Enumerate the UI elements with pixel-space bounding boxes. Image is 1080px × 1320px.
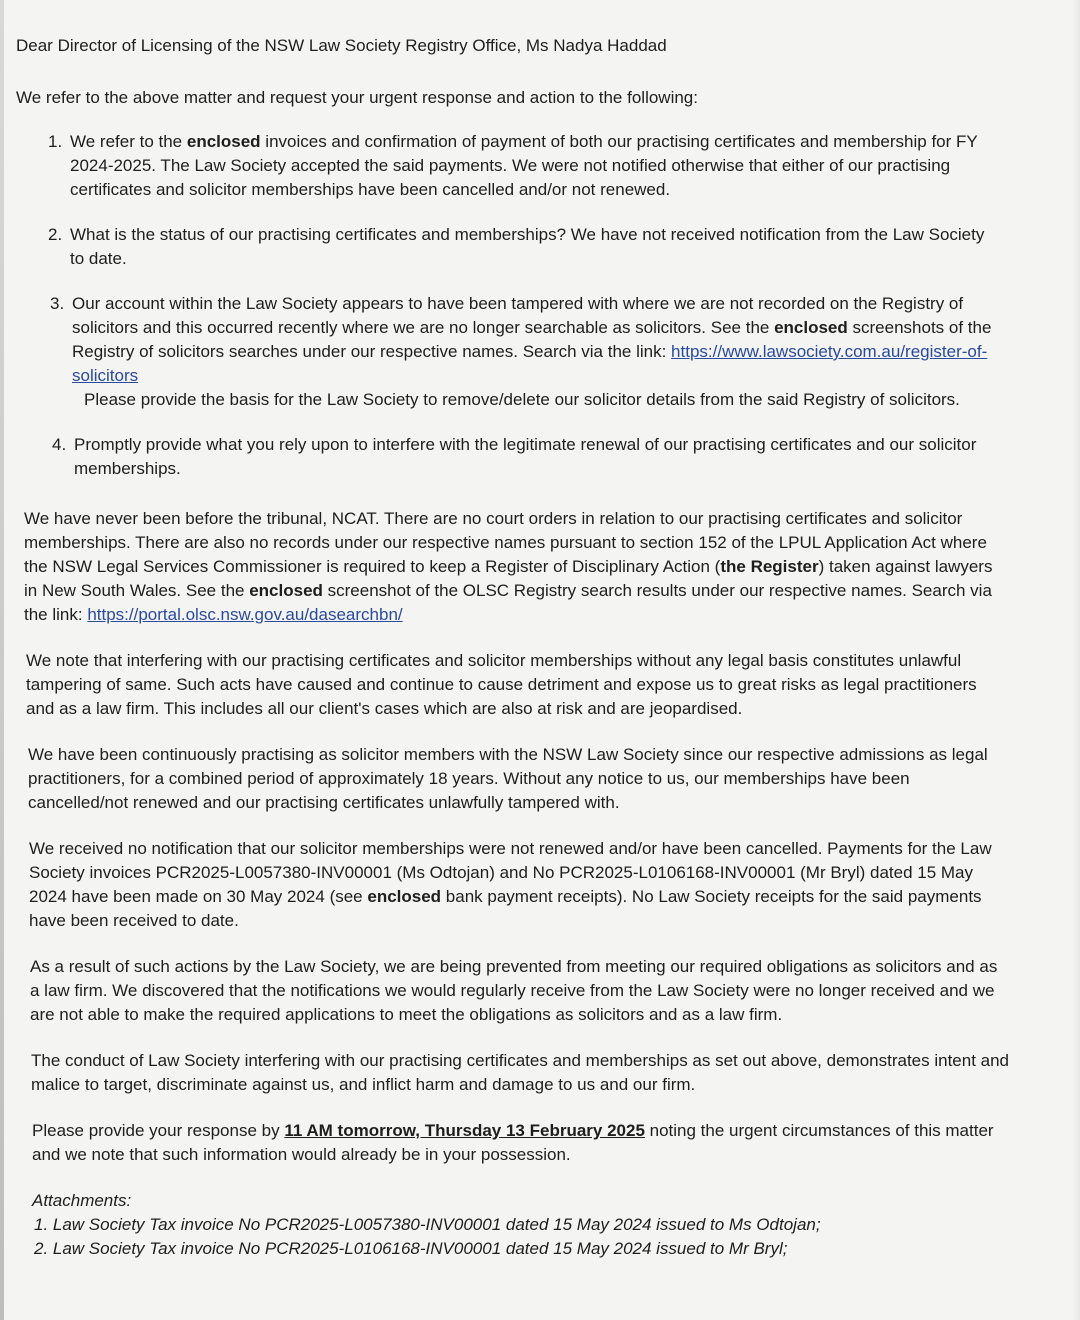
list-line: certificates and solicitor memberships have been cancelled and/or not renewed. [70,180,671,199]
para-line: have been received to date. [29,911,239,930]
text-span: the NSW Legal Services Commissioner is required to keep a Register of Disciplinary Action ( [24,557,721,576]
para-line: memberships. There are also no records under our respective names pursuant to section 152 of the LPUL Application Act where [24,533,987,552]
para-line: and as a law firm. This includes all our client's cases which are also at risk and are jeopardised. [26,699,743,718]
text-span: in New South Wales. See the [24,581,250,600]
text-span: 2024 have been made on 30 May 2024 (see [29,887,368,906]
attachments-heading: Attachments: [32,1191,132,1210]
para-line [32,1119,1080,1143]
text-span: screenshots of the [847,318,992,337]
list-line: What is the status of our practising certificates and memberships? We have not received notification from the Law Society [70,225,985,244]
para-line: practitioners, for a combined period of approximately 18 years. Without any notice to us, our memberships have been [28,769,910,788]
para-line: a law firm. We discovered that the notifications we would regularly receive from the Law Society were no longer received and we [30,981,995,1000]
para-line: and we note that such information would already be in your possession. [32,1145,571,1164]
text-span: Registry of solicitors searches under our respective names. Search via the link: [72,342,672,361]
paragraph-deadline [16,1119,1080,1167]
list-line [72,340,1080,364]
deadline-text: 11 AM tomorrow, Thursday 13 February 2025 [284,1121,645,1140]
bold-text: enclosed [774,318,848,337]
para-line [24,579,1080,603]
bold-text: enclosed [367,887,442,906]
list-line [72,364,1080,388]
para-line: The conduct of Law Society interfering with our practising certificates and memberships as set out above, demonstrates intent and [31,1051,1010,1070]
paragraph-obligations [16,955,1080,1027]
text-span: ) taken against lawyers [818,557,993,576]
list-number: 3. [50,294,65,313]
text-span: screenshot of the OLSC Registry search results under our respective names. Search via [322,581,992,600]
list-line: Please provide the basis for the Law Society to remove/delete our solicitor details from the said Registry of solicitors. [84,390,960,409]
para-line: We note that interfering with our practising certificates and solicitor memberships without any legal basis constitutes unlawful [26,651,962,670]
intro-paragraph: We refer to the above matter and request your urgent response and action to the following: [16,88,698,107]
attachment-item: 1. Law Society Tax invoice No PCR2025-L0057380-INV00001 dated 15 May 2024 issued to Ms Odtojan; [34,1215,821,1234]
paragraph-conduct [16,1049,1080,1097]
para-line: We received no notification that our solicitor memberships were not renewed and/or have been cancelled. Payments for the Law [29,839,992,858]
paragraph-invoices [16,837,1080,933]
list-line: 2024-2025. The Law Society accepted the said payments. We were not notified otherwise that either of our practising [70,156,951,175]
attachments-section [16,1189,1080,1261]
bold-text: enclosed [249,581,323,600]
para-line [24,555,1080,579]
para-line: malice to target, discriminate against us, and inflict harm and damage to us and our firm. [31,1075,696,1094]
attachment-item: 2. Law Society Tax invoice No PCR2025-L0106168-INV00001 dated 15 May 2024 issued to Mr Bryl; [34,1239,788,1258]
list-line [72,316,1080,340]
para-line: tampering of same. Such acts have caused and continue to cause detriment and expose us to great risks as legal practitioners [26,675,977,694]
para-line: As a result of such actions by the Law Society, we are being prevented from meeting our required obligations as solicitors and as [30,957,998,976]
para-line [29,885,1080,909]
list-item [16,433,1080,481]
list-line: memberships. [74,459,181,478]
para-line: cancelled/not renewed and our practising certificates unlawfully tampered with. [28,793,620,812]
salutation: Dear Director of Licensing of the NSW Law Society Registry Office, Ms Nadya Haddad [16,36,667,55]
list-line: to date. [70,249,127,268]
paragraph-practising [16,743,1080,815]
lawsociety-register-link-cont[interactable]: solicitors [72,366,139,385]
list-item [16,223,1080,271]
list-line: Promptly provide what you rely upon to interfere with the legitimate renewal of our practising certificates and our solicitor [74,435,977,454]
text-span: noting the urgent circumstances of this matter [644,1121,994,1140]
text-span: bank payment receipts). No Law Society receipts for the said payments [441,887,982,906]
para-line: are not able to make the required applications to meet the obligations as solicitors and as a law firm. [30,1005,783,1024]
list-number: 4. [52,435,67,454]
bold-text: enclosed [186,132,261,151]
para-line: We have been continuously practising as solicitor members with the NSW Law Society since our respective admissions as legal [28,745,988,764]
text-span: invoices and confirmation of payment of both our practising certificates and membership for FY [260,132,978,151]
bold-text: the Register [720,557,819,576]
text-span: We refer to the [70,132,187,151]
para-line [24,603,1080,627]
list-item [16,130,1080,202]
list-item [16,292,1080,412]
list-line: Our account within the Law Society appears to have been tampered with where we are not recorded on the Registry of [72,294,964,313]
list-number: 1. [48,132,63,151]
paragraph-tampering [16,649,1080,721]
lawsociety-register-link[interactable]: https://www.lawsociety.com.au/register-of- [671,342,988,361]
request-list [16,130,1080,481]
olsc-search-link[interactable]: https://portal.olsc.nsw.gov.au/dasearchbn/ [87,605,403,624]
para-line: Society invoices PCR2025-L0057380-INV00001 (Ms Odtojan) and No PCR2025-L0106168-INV00001 (Mr Bryl) dated 15 May [29,863,974,882]
list-line [70,130,1080,154]
para-line: We have never been before the tribunal, NCAT. There are no court orders in relation to our practising certificates and solicitor [24,509,963,528]
list-number: 2. [48,225,63,244]
text-span: Please provide your response by [32,1121,285,1140]
paragraph-ncat [16,507,1080,627]
text-span: the link: [24,605,88,624]
text-span: solicitors and this occurred recently where we are no longer searchable as solicitors. See the [72,318,775,337]
